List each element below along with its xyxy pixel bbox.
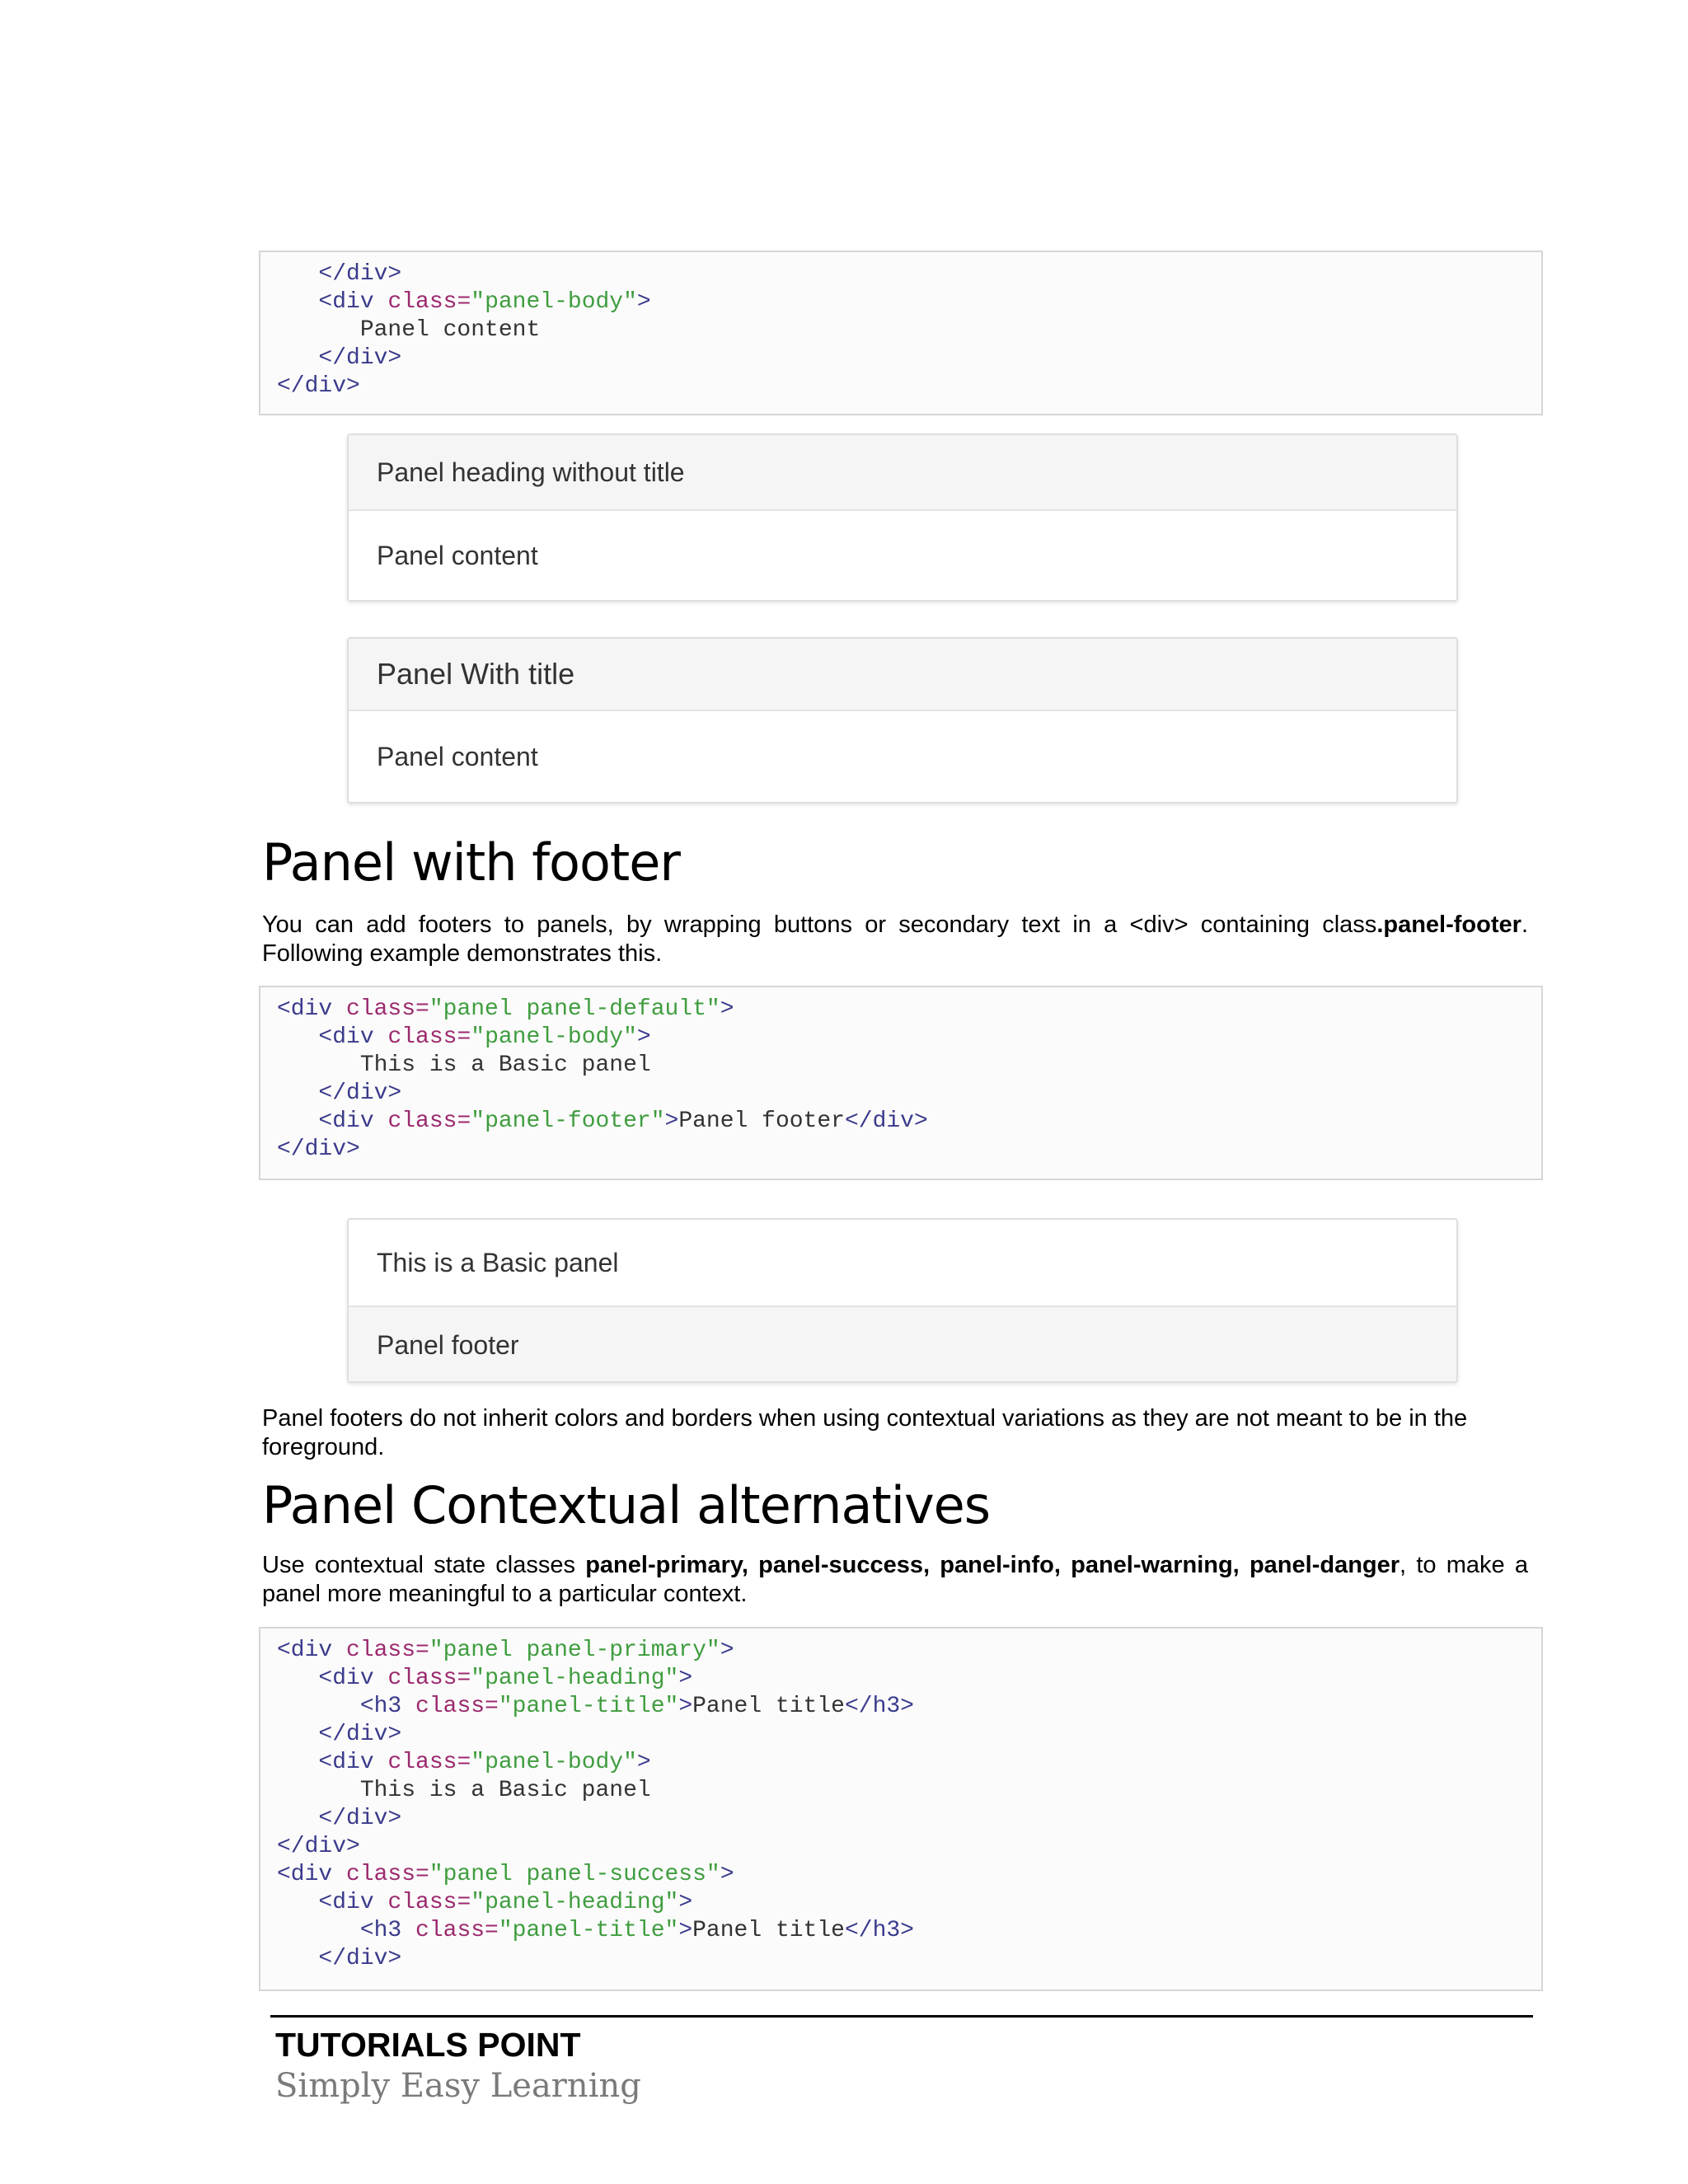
code-line	[277, 1945, 1541, 1973]
code-token: class=	[387, 289, 471, 315]
demo-panel-body-text: Panel content	[377, 540, 538, 570]
code-line	[277, 1721, 1541, 1749]
code-line	[277, 1833, 1541, 1861]
demo-panel-with-footer	[347, 1218, 1458, 1383]
code-token: </div>	[318, 261, 402, 287]
code-token: <div	[277, 996, 347, 1022]
code-line	[277, 1889, 1541, 1917]
demo-panel-body	[349, 1220, 1456, 1305]
code-token	[277, 1024, 318, 1050]
code-token: <h3	[359, 1918, 416, 1943]
code-line	[277, 996, 1541, 1024]
code-token: <div	[277, 1862, 347, 1887]
demo-panel-heading	[349, 435, 1456, 511]
code-token: </div>	[318, 1806, 402, 1831]
demo-panel-body	[349, 711, 1456, 802]
code-token: "panel-heading"	[471, 1666, 679, 1691]
code-token: </div>	[318, 345, 402, 371]
code-token: </div>	[277, 373, 360, 399]
code-token: <div	[318, 1024, 388, 1050]
code-line	[277, 288, 1541, 316]
code-token	[277, 1806, 318, 1831]
code-token: Panel content	[277, 317, 541, 343]
code-token	[277, 1750, 318, 1775]
code-token: <div	[277, 1638, 347, 1663]
paragraph-text: You can add footers to panels, by wrapping buttons or secondary text in a <div> containing class	[262, 912, 1377, 938]
demo-panel-body	[349, 511, 1456, 600]
code-token: </div>	[277, 1834, 360, 1859]
code-line	[277, 260, 1541, 288]
code-token: class=	[387, 1890, 471, 1915]
footer-divider	[270, 2015, 1533, 2018]
code-line	[277, 1108, 1541, 1136]
code-line	[277, 344, 1541, 373]
code-token: <div	[318, 289, 388, 315]
code-token: >	[678, 1666, 693, 1691]
code-token: Panel footer	[678, 1108, 845, 1134]
code-line	[277, 1917, 1541, 1945]
code-token	[277, 261, 318, 287]
code-line	[277, 1805, 1541, 1833]
code-token: "panel panel-primary"	[429, 1638, 720, 1663]
section-heading-contextual: Panel Contextual alternatives	[262, 1475, 991, 1535]
code-token: >	[678, 1918, 693, 1943]
demo-panel-heading-no-title	[347, 434, 1458, 602]
code-token: <h3	[359, 1694, 416, 1719]
paragraph-text: , to make a panel more meaningful to a particular context.	[262, 1552, 1528, 1607]
code-token: <div	[318, 1108, 388, 1134]
code-token: </div>	[277, 1137, 360, 1162]
code-token: >	[678, 1890, 693, 1915]
code-token: "panel-heading"	[471, 1890, 679, 1915]
code-token: <div	[318, 1750, 388, 1775]
code-line	[277, 1861, 1541, 1889]
code-block-1	[259, 251, 1543, 415]
bold-class-text: panel-primary, panel-success, panel-info, panel-warning, panel-danger	[585, 1552, 1400, 1578]
code-token: class=	[346, 1638, 429, 1663]
code-block-3	[259, 1627, 1543, 1991]
demo-panel-body-text: Panel content	[377, 741, 538, 771]
demo-panel-title-text: Panel With title	[377, 657, 575, 691]
code-token: "panel-body"	[471, 289, 637, 315]
demo-panel-with-title	[347, 637, 1458, 804]
code-token: Panel title	[692, 1918, 845, 1943]
code-token: </div>	[318, 1722, 402, 1747]
code-token	[277, 1946, 318, 1971]
demo-panel-heading-text: Panel heading without title	[377, 457, 685, 487]
code-token: class=	[387, 1108, 471, 1134]
code-token: "panel-title"	[498, 1694, 679, 1719]
code-line	[277, 1665, 1541, 1693]
code-line	[277, 1080, 1541, 1108]
code-token: "panel panel-success"	[429, 1862, 720, 1887]
paragraph-text: . Following example demonstrates this.	[262, 912, 1528, 967]
code-token: </div>	[318, 1080, 402, 1106]
code-token: <div	[318, 1666, 388, 1691]
demo-panel-body-text: This is a Basic panel	[377, 1247, 619, 1277]
code-token	[277, 1722, 318, 1747]
paragraph-text: Use contextual state classes	[262, 1552, 586, 1578]
code-token	[277, 1108, 318, 1134]
code-token: class=	[387, 1750, 471, 1775]
code-token: >	[678, 1694, 693, 1719]
code-token: >	[636, 289, 651, 315]
code-token: >	[636, 1024, 651, 1050]
code-token	[277, 1918, 360, 1943]
code-token: >	[636, 1750, 651, 1775]
code-token	[277, 1890, 318, 1915]
code-token: </div>	[844, 1108, 928, 1134]
code-token: "panel-body"	[471, 1750, 637, 1775]
code-line	[277, 1024, 1541, 1052]
code-token: <div	[318, 1890, 388, 1915]
code-token	[277, 1080, 318, 1106]
code-token: >	[720, 1862, 734, 1887]
code-line	[277, 1052, 1541, 1080]
section-paragraph-footer	[262, 911, 1528, 968]
code-token: >	[720, 1638, 734, 1663]
code-token	[277, 345, 318, 371]
code-token: </h3>	[844, 1918, 914, 1943]
code-line	[277, 1693, 1541, 1721]
code-token: Panel title	[692, 1694, 845, 1719]
code-token: "panel-title"	[498, 1918, 679, 1943]
code-line	[277, 1637, 1541, 1665]
code-line	[277, 1136, 1541, 1164]
code-line	[277, 373, 1541, 401]
footer-brand: TUTORIALS POINT	[275, 2026, 581, 2064]
bold-class-text: .panel-footer	[1376, 912, 1522, 938]
code-token: class=	[346, 996, 429, 1022]
section-heading-panel-with-footer: Panel with footer	[262, 832, 680, 893]
code-token: >	[664, 1108, 679, 1134]
code-line	[277, 1749, 1541, 1777]
code-token: This is a Basic panel	[277, 1052, 651, 1078]
code-token	[277, 289, 318, 315]
code-line	[277, 1777, 1541, 1805]
demo-panel-footer	[349, 1305, 1456, 1383]
demo-panel-heading	[349, 639, 1456, 711]
code-token: class=	[387, 1666, 471, 1691]
code-line	[277, 316, 1541, 344]
code-token: >	[720, 996, 734, 1022]
code-token: class=	[387, 1024, 471, 1050]
paragraph-footer-note: Panel footers do not inherit colors and borders when using contextual variations as they are not meant to be in the foreground.	[262, 1405, 1468, 1460]
code-token: class=	[415, 1694, 499, 1719]
code-block-2	[259, 986, 1543, 1180]
code-token: "panel-body"	[471, 1024, 637, 1050]
code-token: class=	[346, 1862, 429, 1887]
code-token: This is a Basic panel	[277, 1778, 651, 1803]
code-token: </div>	[318, 1946, 402, 1971]
code-token	[277, 1666, 318, 1691]
code-token: </h3>	[844, 1694, 914, 1719]
code-token: "panel panel-default"	[429, 996, 720, 1022]
section-paragraph-contextual	[262, 1551, 1528, 1609]
demo-panel-footer-text: Panel footer	[377, 1329, 519, 1360]
code-token	[277, 1694, 360, 1719]
code-token: "panel-footer"	[471, 1108, 665, 1134]
footer-tagline: Simply Easy Learning	[275, 2067, 641, 2105]
code-token: class=	[415, 1918, 499, 1943]
